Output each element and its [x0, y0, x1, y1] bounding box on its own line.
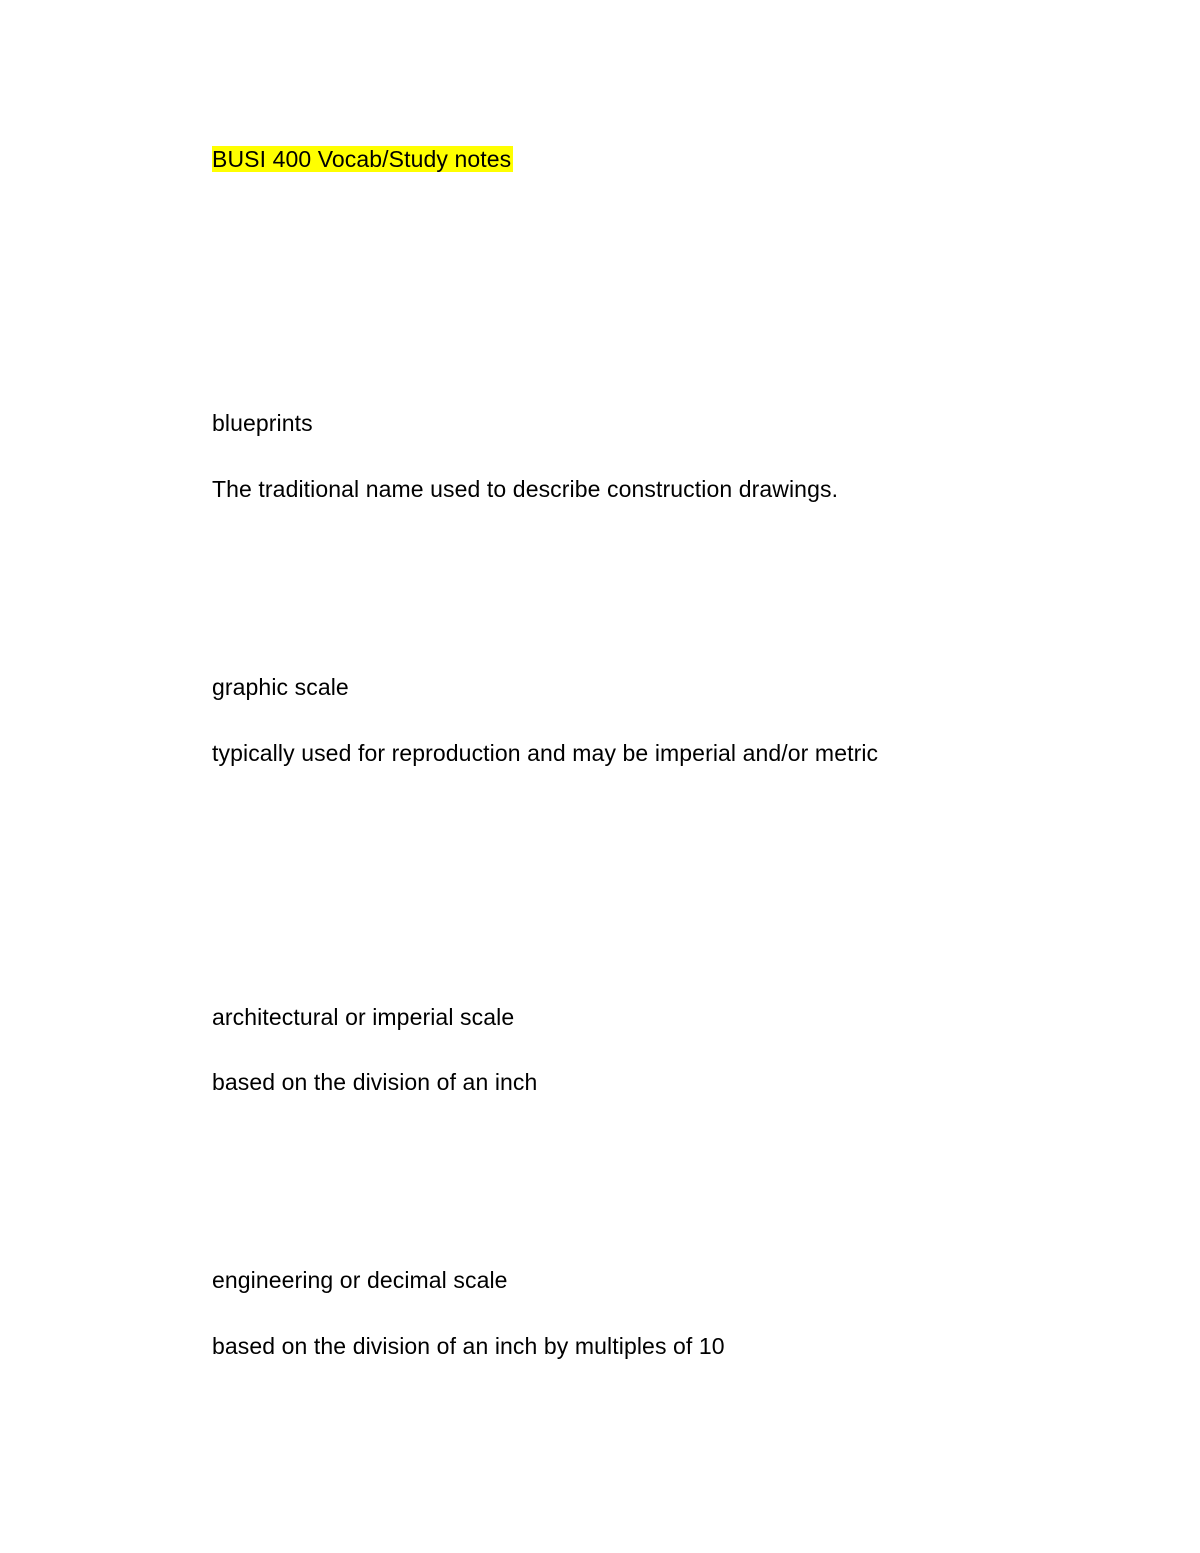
definition-engineering-scale: based on the division of an inch by multiples of 10: [212, 1333, 725, 1359]
term-blueprints: blueprints: [212, 410, 313, 436]
definition-graphic-scale: typically used for reproduction and may be imperial and/or metric: [212, 740, 879, 766]
title-line: [212, 144, 513, 174]
definition-architectural-scale: based on the division of an inch: [212, 1069, 538, 1095]
definition-blueprints: The traditional name used to describe construction drawings.: [212, 476, 839, 502]
term-graphic-scale: graphic scale: [212, 674, 349, 700]
document-title: BUSI 400 Vocab/Study notes: [212, 146, 512, 172]
term-engineering-scale: engineering or decimal scale: [212, 1267, 508, 1293]
term-architectural-scale: architectural or imperial scale: [212, 1004, 515, 1030]
